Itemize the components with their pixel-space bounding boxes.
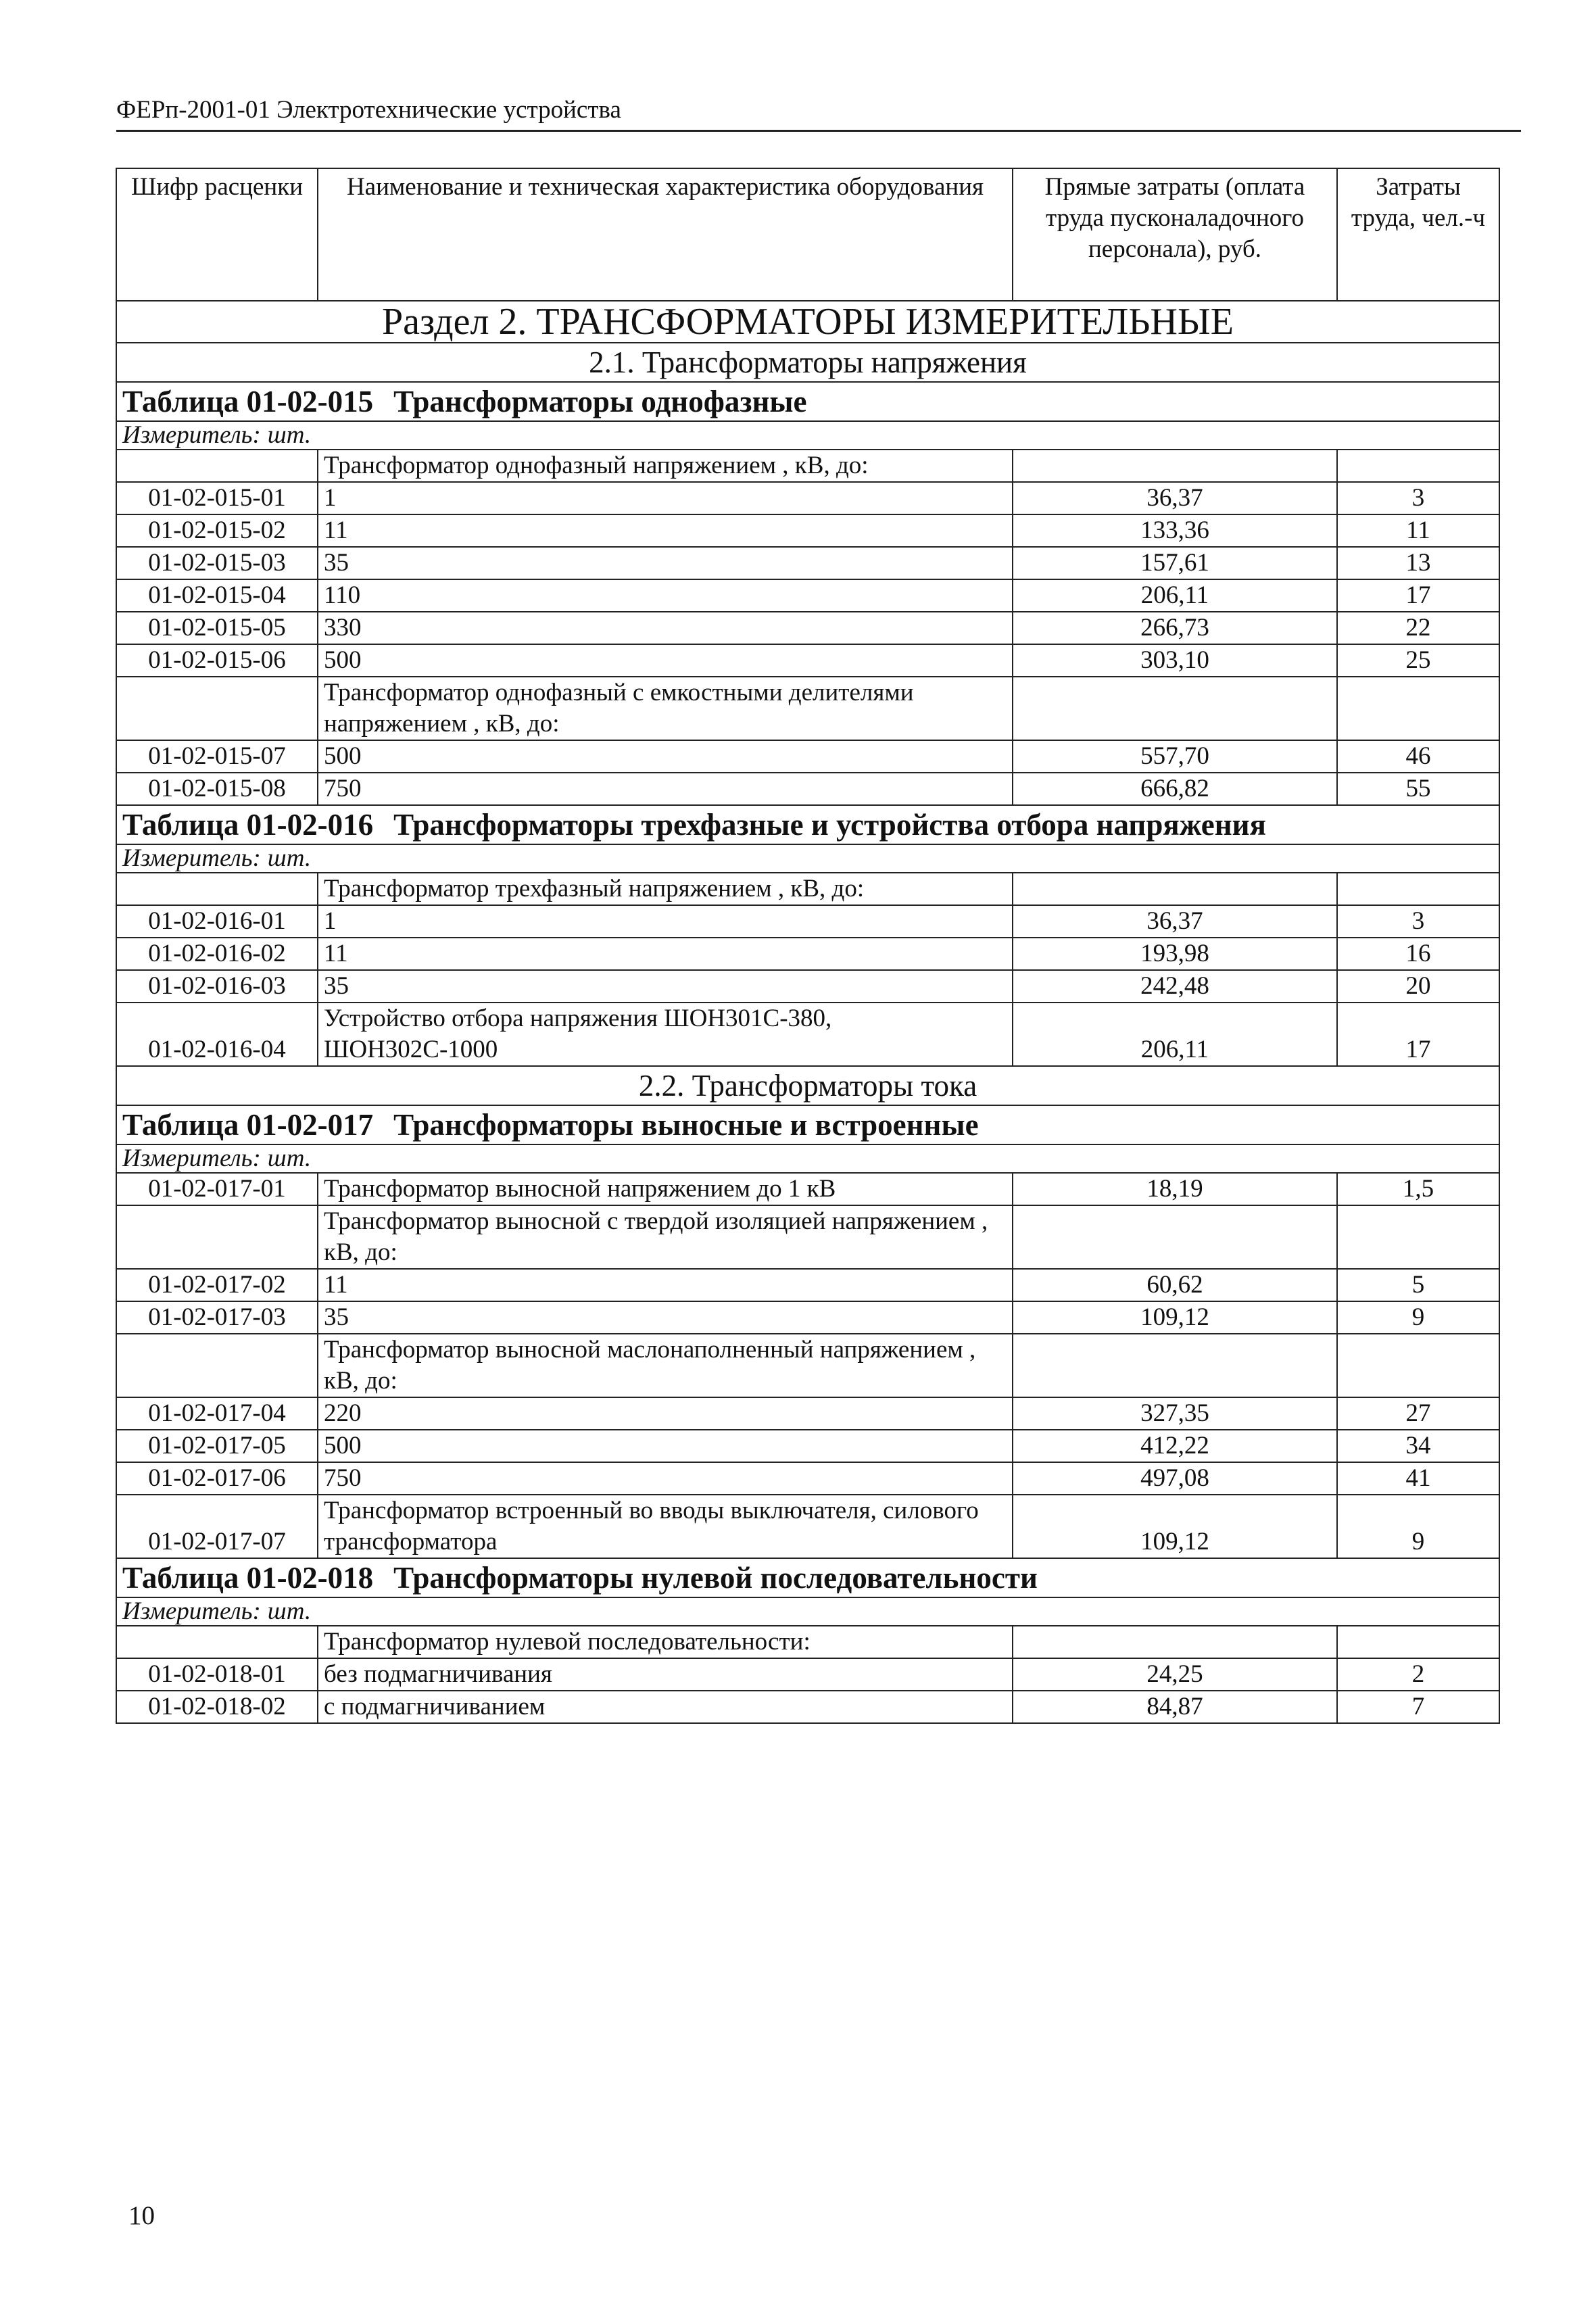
group-row xyxy=(116,1334,1499,1397)
rate-code: 01-02-017-04 xyxy=(116,1397,318,1430)
direct-costs: 36,37 xyxy=(1013,482,1337,514)
table-measure-row xyxy=(116,1597,1499,1626)
direct-costs: 327,35 xyxy=(1013,1397,1337,1430)
table-row xyxy=(116,644,1499,677)
direct-costs: 157,61 xyxy=(1013,547,1337,579)
labor-costs: 41 xyxy=(1337,1462,1499,1495)
direct-costs: 206,11 xyxy=(1013,1003,1337,1066)
direct-costs-empty xyxy=(1013,873,1337,905)
direct-costs: 266,73 xyxy=(1013,612,1337,644)
table-name: Трансформаторы трехфазные и устройства отбора напряжения xyxy=(393,808,1266,842)
table-row xyxy=(116,482,1499,514)
subsection-row xyxy=(116,1066,1499,1105)
table-row xyxy=(116,1495,1499,1558)
table-number: Таблица 01-02-016 xyxy=(122,808,374,842)
rate-code-empty xyxy=(116,450,318,482)
table-row xyxy=(116,773,1499,805)
table-measure xyxy=(116,421,1499,450)
rate-name: 500 xyxy=(318,740,1013,773)
direct-costs: 557,70 xyxy=(1013,740,1337,773)
direct-costs: 18,19 xyxy=(1013,1173,1337,1205)
rate-code-empty xyxy=(116,677,318,740)
direct-costs-empty xyxy=(1013,677,1337,740)
table-measure-row xyxy=(116,844,1499,873)
rate-code: 01-02-018-01 xyxy=(116,1658,318,1691)
table-title-row xyxy=(116,805,1499,844)
measure-value: шт. xyxy=(267,1144,312,1172)
table-number: Таблица 01-02-018 xyxy=(122,1561,374,1595)
table-row xyxy=(116,1691,1499,1723)
table-number: Таблица 01-02-017 xyxy=(122,1108,374,1142)
direct-costs: 242,48 xyxy=(1013,970,1337,1003)
rate-code: 01-02-015-02 xyxy=(116,514,318,547)
direct-costs: 303,10 xyxy=(1013,644,1337,677)
rate-code: 01-02-015-03 xyxy=(116,547,318,579)
labor-costs: 9 xyxy=(1337,1495,1499,1558)
direct-costs: 109,12 xyxy=(1013,1495,1337,1558)
labor-costs: 13 xyxy=(1337,547,1499,579)
table-row xyxy=(116,1003,1499,1066)
column-header-row xyxy=(116,168,1499,301)
group-row xyxy=(116,1626,1499,1658)
table-row xyxy=(116,612,1499,644)
table-measure xyxy=(116,1597,1499,1626)
labor-costs: 46 xyxy=(1337,740,1499,773)
rate-name: 750 xyxy=(318,1462,1013,1495)
measure-label: Измеритель: xyxy=(122,1144,261,1172)
rate-code: 01-02-015-04 xyxy=(116,579,318,612)
table-name: Трансформаторы нулевой последовательности xyxy=(393,1561,1038,1595)
table-row xyxy=(116,1397,1499,1430)
table-title-row xyxy=(116,1105,1499,1144)
table-measure xyxy=(116,1144,1499,1173)
table-row xyxy=(116,547,1499,579)
table-name: Трансформаторы однофазные xyxy=(393,385,807,418)
table-row xyxy=(116,970,1499,1003)
section-row xyxy=(116,301,1499,343)
table-title xyxy=(116,382,1499,421)
rate-name: 11 xyxy=(318,514,1013,547)
section-title: Раздел 2. ТРАНСФОРМАТОРЫ ИЗМЕРИТЕЛЬНЫЕ xyxy=(116,301,1499,343)
rate-name: 330 xyxy=(318,612,1013,644)
table-measure-row xyxy=(116,421,1499,450)
rate-code-empty xyxy=(116,873,318,905)
labor-costs: 27 xyxy=(1337,1397,1499,1430)
column-header-code: Шифр расценки xyxy=(116,168,318,301)
labor-costs: 25 xyxy=(1337,644,1499,677)
group-title: Трансформатор выносной с твердой изоляцией напряжением , кВ, до: xyxy=(318,1205,1013,1269)
table-title-row xyxy=(116,1558,1499,1597)
table-row xyxy=(116,514,1499,547)
labor-costs: 2 xyxy=(1337,1658,1499,1691)
labor-costs-empty xyxy=(1337,450,1499,482)
measure-label: Измеритель: xyxy=(122,1597,261,1625)
labor-costs: 11 xyxy=(1337,514,1499,547)
page-header: ФЕРп-2001-01 Электротехнические устройства xyxy=(116,93,1521,132)
group-title: Трансформатор однофазный напряжением , кВ, до: xyxy=(318,450,1013,482)
labor-costs: 7 xyxy=(1337,1691,1499,1723)
labor-costs: 17 xyxy=(1337,579,1499,612)
labor-costs-empty xyxy=(1337,873,1499,905)
direct-costs: 84,87 xyxy=(1013,1691,1337,1723)
rate-code: 01-02-017-02 xyxy=(116,1269,318,1301)
direct-costs: 133,36 xyxy=(1013,514,1337,547)
labor-costs-empty xyxy=(1337,677,1499,740)
subsection-title: 2.1. Трансформаторы напряжения xyxy=(116,343,1499,382)
rate-code: 01-02-017-03 xyxy=(116,1301,318,1334)
table-measure-row xyxy=(116,1144,1499,1173)
labor-costs: 22 xyxy=(1337,612,1499,644)
table-title xyxy=(116,805,1499,844)
group-row xyxy=(116,1205,1499,1269)
rate-name: 110 xyxy=(318,579,1013,612)
rate-name: без подмагничивания xyxy=(318,1658,1013,1691)
rate-code: 01-02-017-01 xyxy=(116,1173,318,1205)
column-header-name: Наименование и техническая характеристика оборудования xyxy=(318,168,1013,301)
column-header-labor: Затраты труда, чел.-ч xyxy=(1337,168,1499,301)
rate-code: 01-02-015-07 xyxy=(116,740,318,773)
rate-name: 220 xyxy=(318,1397,1013,1430)
direct-costs: 497,08 xyxy=(1013,1462,1337,1495)
rate-name: Трансформатор встроенный во вводы выключателя, силового трансформатора xyxy=(318,1495,1013,1558)
direct-costs-empty xyxy=(1013,1334,1337,1397)
labor-costs: 16 xyxy=(1337,938,1499,970)
group-title: Трансформатор выносной маслонаполненный напряжением , кВ, до: xyxy=(318,1334,1013,1397)
rate-code-empty xyxy=(116,1626,318,1658)
table-name: Трансформаторы выносные и встроенные xyxy=(393,1108,979,1142)
direct-costs: 60,62 xyxy=(1013,1269,1337,1301)
labor-costs: 3 xyxy=(1337,482,1499,514)
group-row xyxy=(116,677,1499,740)
rate-code: 01-02-015-06 xyxy=(116,644,318,677)
direct-costs: 193,98 xyxy=(1013,938,1337,970)
rate-code-empty xyxy=(116,1205,318,1269)
group-row xyxy=(116,873,1499,905)
group-title: Трансформатор трехфазный напряжением , кВ, до: xyxy=(318,873,1013,905)
table-row xyxy=(116,1269,1499,1301)
table-measure xyxy=(116,844,1499,873)
table-row xyxy=(116,1430,1499,1462)
rate-code: 01-02-017-05 xyxy=(116,1430,318,1462)
subsection-title: 2.2. Трансформаторы тока xyxy=(116,1066,1499,1105)
rate-name: 1 xyxy=(318,905,1013,938)
rate-code: 01-02-015-01 xyxy=(116,482,318,514)
labor-costs: 1,5 xyxy=(1337,1173,1499,1205)
rate-code: 01-02-016-04 xyxy=(116,1003,318,1066)
labor-costs-empty xyxy=(1337,1626,1499,1658)
labor-costs: 34 xyxy=(1337,1430,1499,1462)
labor-costs: 3 xyxy=(1337,905,1499,938)
rate-code: 01-02-016-01 xyxy=(116,905,318,938)
group-title: Трансформатор однофазный с емкостными делителями напряжением , кВ, до: xyxy=(318,677,1013,740)
rate-name: 500 xyxy=(318,644,1013,677)
rate-code: 01-02-017-06 xyxy=(116,1462,318,1495)
table-row xyxy=(116,740,1499,773)
measure-value: шт. xyxy=(267,844,312,872)
rate-code: 01-02-016-03 xyxy=(116,970,318,1003)
rate-name: 35 xyxy=(318,970,1013,1003)
table-row xyxy=(116,1301,1499,1334)
page-number: 10 xyxy=(128,2201,155,2230)
table-title xyxy=(116,1558,1499,1597)
table-row xyxy=(116,579,1499,612)
rate-name: 750 xyxy=(318,773,1013,805)
rate-name: Трансформатор выносной напряжением до 1 кВ xyxy=(318,1173,1013,1205)
rate-name: 11 xyxy=(318,1269,1013,1301)
table-row xyxy=(116,938,1499,970)
labor-costs: 55 xyxy=(1337,773,1499,805)
group-row xyxy=(116,450,1499,482)
labor-costs: 17 xyxy=(1337,1003,1499,1066)
direct-costs: 36,37 xyxy=(1013,905,1337,938)
direct-costs-empty xyxy=(1013,1626,1337,1658)
labor-costs: 9 xyxy=(1337,1301,1499,1334)
rate-name: 35 xyxy=(318,547,1013,579)
table-title xyxy=(116,1105,1499,1144)
measure-label: Измеритель: xyxy=(122,421,261,449)
rate-name: 11 xyxy=(318,938,1013,970)
rate-name: 500 xyxy=(318,1430,1013,1462)
direct-costs: 666,82 xyxy=(1013,773,1337,805)
measure-value: шт. xyxy=(267,421,312,449)
direct-costs: 412,22 xyxy=(1013,1430,1337,1462)
direct-costs: 24,25 xyxy=(1013,1658,1337,1691)
rate-name: 1 xyxy=(318,482,1013,514)
rate-code: 01-02-016-02 xyxy=(116,938,318,970)
table-row xyxy=(116,1658,1499,1691)
labor-costs-empty xyxy=(1337,1205,1499,1269)
table-row xyxy=(116,1173,1499,1205)
measure-label: Измеритель: xyxy=(122,844,261,872)
column-header-direct-costs: Прямые затраты (оплата труда пусконаладочного персонала), руб. xyxy=(1013,168,1337,301)
table-row xyxy=(116,905,1499,938)
group-title: Трансформатор нулевой последовательности: xyxy=(318,1626,1013,1658)
direct-costs: 109,12 xyxy=(1013,1301,1337,1334)
rate-code: 01-02-015-08 xyxy=(116,773,318,805)
labor-costs: 20 xyxy=(1337,970,1499,1003)
direct-costs: 206,11 xyxy=(1013,579,1337,612)
subsection-row xyxy=(116,343,1499,382)
rate-code: 01-02-017-07 xyxy=(116,1495,318,1558)
direct-costs-empty xyxy=(1013,1205,1337,1269)
labor-costs: 5 xyxy=(1337,1269,1499,1301)
direct-costs-empty xyxy=(1013,450,1337,482)
table-title-row xyxy=(116,382,1499,421)
rate-code-empty xyxy=(116,1334,318,1397)
rates-table xyxy=(116,168,1500,1724)
rate-name: 35 xyxy=(318,1301,1013,1334)
rate-name: с подмагничиванием xyxy=(318,1691,1013,1723)
measure-value: шт. xyxy=(267,1597,312,1625)
rate-code: 01-02-015-05 xyxy=(116,612,318,644)
rate-name: Устройство отбора напряжения ШОН301С-380, ШОН302С-1000 xyxy=(318,1003,1013,1066)
table-number: Таблица 01-02-015 xyxy=(122,385,374,418)
table-row xyxy=(116,1462,1499,1495)
labor-costs-empty xyxy=(1337,1334,1499,1397)
rate-code: 01-02-018-02 xyxy=(116,1691,318,1723)
